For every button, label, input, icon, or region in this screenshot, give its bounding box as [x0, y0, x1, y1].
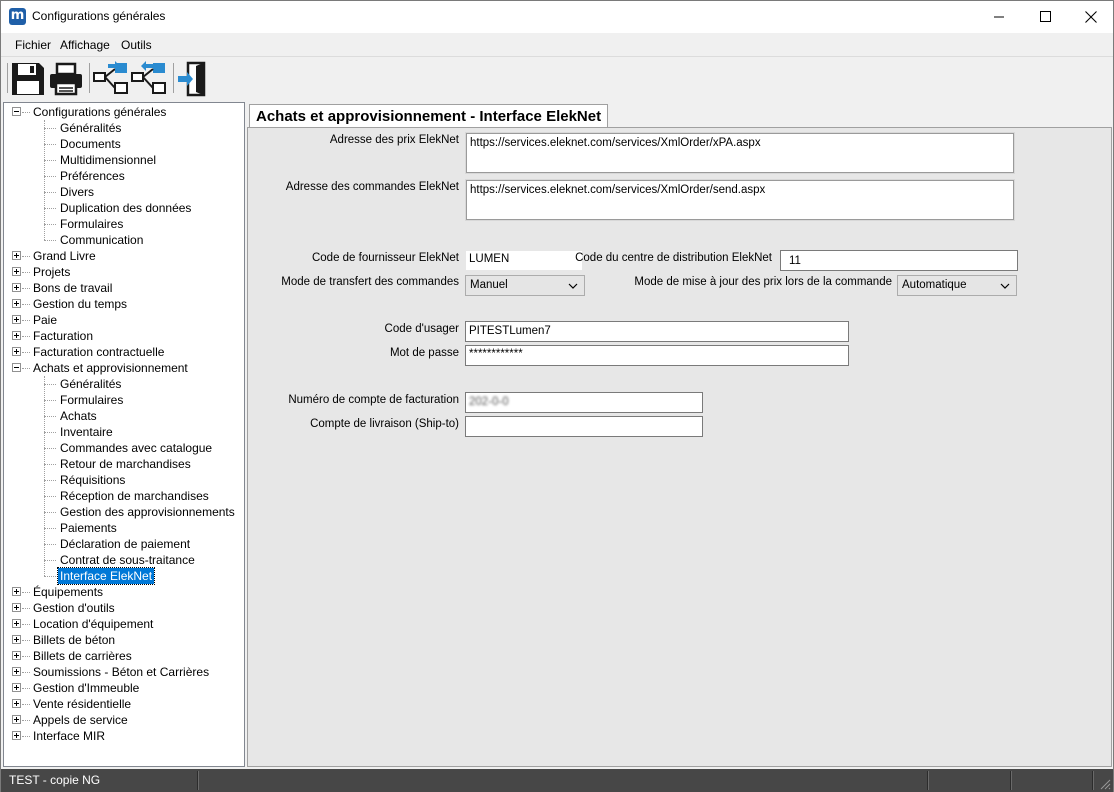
tree-child-item[interactable] [58, 120, 123, 136]
tree-group-item[interactable] [31, 616, 155, 632]
tree-child-item[interactable] [58, 200, 193, 216]
expand-icon[interactable] [12, 699, 21, 708]
import-button[interactable] [131, 61, 169, 97]
chevron-down-icon [1000, 281, 1010, 291]
transfert-label: Mode de transfert des commandes [281, 276, 459, 288]
tree-group-label: Gestion d'outils [33, 601, 115, 615]
navigation-tree[interactable] [3, 102, 245, 767]
toolbar-separator [89, 63, 90, 93]
tree-group-item[interactable] [31, 248, 98, 264]
tree-child-item[interactable] [58, 184, 96, 200]
tree-group-label: Facturation contractuelle [33, 345, 165, 359]
status-separator [1092, 771, 1094, 790]
toolbar-separator [7, 63, 8, 93]
tree-connector [22, 640, 30, 641]
tree-group-item[interactable] [31, 280, 114, 296]
tree-child-label: Gestion des approvisionnements [60, 505, 235, 519]
tree-connector [44, 432, 56, 433]
tree-connector [22, 608, 30, 609]
tree-group-item[interactable] [31, 600, 117, 616]
tree-connector [22, 688, 30, 689]
title-bar [1, 1, 1113, 33]
status-separator [1010, 771, 1012, 790]
tree-group-item[interactable] [31, 296, 129, 312]
tree-connector [44, 400, 56, 401]
tree-connector [44, 240, 56, 241]
tree-connector [22, 736, 30, 737]
tree-child-label: Retour de marchandises [60, 457, 191, 471]
tree-connector [44, 192, 56, 193]
tree-child-item[interactable] [58, 456, 193, 472]
livraison-label: Compte de livraison (Ship-to) [310, 418, 459, 430]
tree-child-item[interactable] [58, 568, 154, 584]
tree-child-label: Interface ElekNet [60, 569, 153, 583]
distribution-code-input[interactable]: 11 [780, 250, 1018, 271]
tree-connector [44, 128, 56, 129]
fournisseur-label: Code de fournisseur ElekNet [311, 252, 459, 264]
expand-icon[interactable] [12, 667, 21, 676]
expand-icon[interactable] [12, 715, 21, 724]
export-icon [93, 61, 129, 97]
tree-child-item[interactable] [58, 232, 145, 248]
tree-connector [44, 208, 56, 209]
tree-child-label: Duplication des données [60, 201, 192, 215]
facturation-account-value: 202-0-0 [469, 396, 509, 408]
expand-icon[interactable] [12, 603, 21, 612]
tree-connector [44, 496, 56, 497]
tree-child-label: Formulaires [60, 393, 124, 407]
expand-icon[interactable] [12, 683, 21, 692]
tree-group-item[interactable] [31, 728, 107, 744]
tree-group-label: Équipements [33, 585, 104, 599]
livraison-account-input[interactable] [465, 416, 703, 437]
print-button[interactable] [48, 61, 86, 97]
maj-mode-value: Automatique [902, 279, 967, 291]
tree-child-label: Achats [60, 409, 97, 423]
tree-child-item[interactable] [58, 472, 127, 488]
tree-child-item[interactable] [58, 152, 158, 168]
tree-connector [44, 448, 56, 449]
tree-connector [44, 384, 56, 385]
tree-connector [22, 624, 30, 625]
tree-group-label: Location d'équipement [33, 617, 154, 631]
tree-connector [44, 120, 45, 240]
commandes-address-input[interactable]: https://services.eleknet.com/services/XmlOrder/send.aspx [465, 179, 1015, 221]
tree-group-label: Projets [33, 265, 71, 279]
tree-connector [22, 304, 30, 305]
tree-group-label: Gestion d'Immeuble [33, 681, 140, 695]
tree-group-item[interactable] [31, 632, 117, 648]
tree-group-item[interactable] [31, 312, 59, 328]
tree-connector [22, 720, 30, 721]
tree-child-item[interactable] [58, 392, 125, 408]
status-text: TEST - copie NG [9, 773, 101, 787]
tree-group-label: Gestion du temps [33, 297, 128, 311]
tree-connector [44, 176, 56, 177]
close-button[interactable] [1068, 1, 1114, 32]
prix-address-input[interactable]: https://services.eleknet.com/services/XmlOrder/xPA.aspx [465, 132, 1015, 174]
tree-group-label: Interface MIR [33, 729, 106, 743]
tree-connector [44, 576, 56, 577]
tree-child-item[interactable] [58, 488, 211, 504]
tree-group-label: Appels de service [33, 713, 128, 727]
tree-group-item[interactable] [31, 664, 211, 680]
tree-connector [44, 416, 56, 417]
tree-group-item[interactable] [31, 680, 141, 696]
toolbar-separator [173, 63, 174, 93]
tree-group-item[interactable] [31, 328, 95, 344]
tree-child-label: Documents [60, 137, 121, 151]
tree-child-label: Multidimensionnel [60, 153, 157, 167]
expand-icon[interactable] [12, 251, 21, 260]
tree-connector [22, 656, 30, 657]
tree-child-item[interactable] [58, 136, 123, 152]
tree-group-label: Configurations générales [33, 105, 167, 119]
menu-affichage[interactable]: Affichage [60, 38, 110, 52]
maj-mode-select[interactable] [897, 275, 1017, 296]
tree-connector [44, 560, 56, 561]
tree-group-item[interactable] [31, 264, 72, 280]
tree-connector [22, 288, 30, 289]
tree-group-label: Soumissions - Béton et Carrières [33, 665, 210, 679]
minimize-icon [994, 11, 1005, 22]
maximize-icon [1040, 11, 1051, 22]
password-input[interactable]: ************ [465, 345, 849, 366]
tree-group-label: Billets de béton [33, 633, 116, 647]
tree-child-label: Réception de marchandises [60, 489, 209, 503]
tree-group-item[interactable] [31, 104, 168, 120]
tree-connector [44, 544, 56, 545]
expand-icon[interactable] [12, 635, 21, 644]
transfert-mode-select[interactable] [465, 275, 585, 296]
tree-child-label: Commandes avec catalogue [60, 441, 213, 455]
collapse-icon[interactable] [12, 107, 21, 116]
tree-connector [22, 112, 30, 113]
fournisseur-code-input[interactable]: LUMEN [465, 250, 583, 271]
tree-group-item[interactable] [31, 712, 130, 728]
export-button[interactable] [93, 61, 131, 97]
maj-label: Mode de mise à jour des prix lors de la commande [634, 276, 892, 288]
tree-child-item[interactable] [58, 168, 127, 184]
tree-connector [44, 528, 56, 529]
tree-child-label: Préférences [60, 169, 125, 183]
tree-connector [22, 256, 30, 257]
maximize-button[interactable] [1022, 1, 1068, 32]
tree-connector [44, 480, 56, 481]
tree-group-label: Grand Livre [33, 249, 96, 263]
import-icon [131, 61, 167, 97]
usager-code-input[interactable]: PITESTLumen7 [465, 321, 849, 342]
motdepasse-label: Mot de passe [389, 347, 459, 359]
tree-connector [22, 336, 30, 337]
expand-icon[interactable] [12, 347, 21, 356]
resize-grip-icon[interactable] [1099, 778, 1111, 790]
tree-group-label: Achats et approvisionnement [33, 361, 188, 375]
tree-child-label: Formulaires [60, 217, 124, 231]
status-separator [197, 771, 199, 790]
tree-child-item[interactable] [58, 424, 115, 440]
usager-label: Code d'usager [384, 323, 459, 335]
tree-child-label: Généralités [60, 377, 122, 391]
expand-icon[interactable] [12, 731, 21, 740]
tree-child-item[interactable] [58, 440, 214, 456]
settings-panel [247, 127, 1112, 767]
status-separator [927, 771, 929, 790]
expand-icon[interactable] [12, 299, 21, 308]
tree-child-label: Paiements [60, 521, 117, 535]
menu-fichier[interactable]: Fichier [15, 38, 52, 52]
tree-child-label: Déclaration de paiement [60, 537, 191, 551]
transfert-mode-value: Manuel [470, 279, 508, 291]
exit-icon [176, 61, 212, 97]
distribution-label: Code du centre de distribution ElekNet [575, 252, 772, 264]
menu-bar [1, 34, 1113, 56]
tree-child-label: Inventaire [60, 425, 113, 439]
tree-child-item[interactable] [58, 376, 123, 392]
expand-icon[interactable] [12, 619, 21, 628]
tree-child-label: Communication [60, 233, 144, 247]
expand-icon[interactable] [12, 651, 21, 660]
tree-child-label: Divers [60, 185, 95, 199]
tree-group-label: Vente résidentielle [33, 697, 132, 711]
tree-child-label: Réquisitions [60, 473, 126, 487]
tree-connector [44, 144, 56, 145]
tree-connector [44, 224, 56, 225]
close-icon [1085, 11, 1097, 23]
tree-connector [22, 272, 30, 273]
tree-group-item[interactable] [31, 696, 133, 712]
print-icon [48, 61, 84, 97]
exit-button[interactable] [176, 61, 214, 97]
app-icon: m [10, 8, 25, 23]
tree-group-item[interactable] [31, 584, 105, 600]
tree-child-label: Contrat de sous-traitance [60, 553, 195, 567]
toolbar [1, 56, 1113, 100]
minimize-button[interactable] [976, 1, 1022, 32]
tree-group-item[interactable] [31, 344, 166, 360]
tree-child-item[interactable] [58, 520, 119, 536]
tree-child-item[interactable] [58, 536, 192, 552]
tree-group-label: Facturation [33, 329, 94, 343]
tree-connector [22, 352, 30, 353]
tree-connector [44, 464, 56, 465]
window-title: Configurations générales [32, 9, 166, 23]
collapse-icon[interactable] [12, 363, 21, 372]
tab-interface-eleknet[interactable]: Achats et approvisionnement - Interface ElekNet [249, 104, 608, 128]
expand-icon[interactable] [12, 267, 21, 276]
commandes-label: Adresse des commandes ElekNet [285, 181, 459, 193]
expand-icon[interactable] [12, 283, 21, 292]
tree-group-label: Billets de carrières [33, 649, 132, 663]
tree-child-item[interactable] [58, 504, 237, 520]
chevron-down-icon [568, 281, 578, 291]
expand-icon[interactable] [12, 587, 21, 596]
tree-connector [22, 320, 30, 321]
save-button[interactable] [10, 61, 48, 97]
tree-group-item[interactable] [31, 360, 190, 376]
expand-icon[interactable] [12, 315, 21, 324]
tree-connector [22, 704, 30, 705]
tree-child-item[interactable] [58, 216, 125, 232]
tree-child-item[interactable] [58, 552, 197, 568]
tree-connector [22, 592, 30, 593]
tree-connector [44, 376, 45, 576]
tree-child-item[interactable] [58, 408, 99, 424]
tree-child-label: Généralités [60, 121, 122, 135]
tree-group-label: Bons de travail [33, 281, 113, 295]
tree-connector [44, 512, 56, 513]
tree-group-item[interactable] [31, 648, 134, 664]
prix-label: Adresse des prix ElekNet [329, 134, 459, 146]
tree-connector [22, 672, 30, 673]
tree-connector [22, 368, 30, 369]
status-bar [1, 769, 1113, 792]
facturation-account-input[interactable] [465, 392, 703, 413]
menu-outils[interactable]: Outils [121, 38, 152, 52]
save-icon [10, 61, 46, 97]
content-area [247, 102, 1113, 767]
expand-icon[interactable] [12, 331, 21, 340]
facturation-label: Numéro de compte de facturation [288, 394, 459, 406]
tree-group-label: Paie [33, 313, 58, 327]
tree-connector [44, 160, 56, 161]
